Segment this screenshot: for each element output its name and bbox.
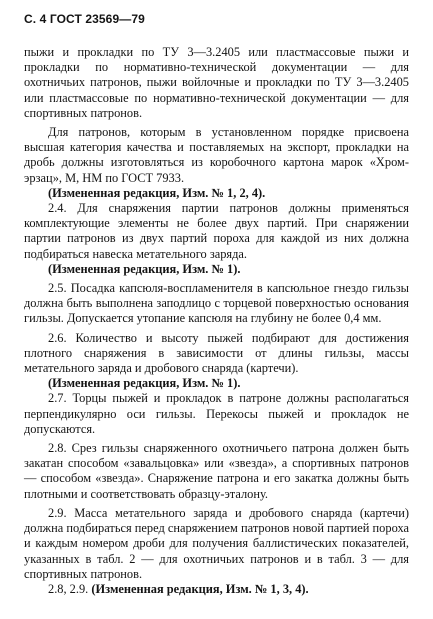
- document-body: [24, 45, 409, 597]
- paragraph-2-7: 2.7. Торцы пыжей и прокладок в патроне должны располагаться перпендикулярно оси гильзы. Перекосы пыжей и прокладок не допускаются.: [24, 391, 409, 436]
- document-page: [24, 0, 409, 619]
- paragraph-2-6: 2.6. Количество и высоту пыжей подбирают для достижения плотного снаряжения в зависимости от длины гильзы, массы метательного заряда и дробового снаряда (картечи).: [24, 330, 409, 376]
- amendment-note: (Измененная редакция, Изм. № 1).: [48, 261, 241, 276]
- final-note-bold: (Измененная редакция, Изм. № 1, 3, 4).: [91, 581, 309, 596]
- amendment-note: (Измененная редакция, Изм. № 1, 2, 4).: [48, 185, 266, 200]
- page-header: С. 4 ГОСТ 23569—79: [24, 12, 145, 26]
- paragraph-2-9: 2.9. Масса метательного заряда и дробового снаряда (картечи) должна подбираться перед снаряжением патронов новой партией пороха и каждым номером дроби для получения баллистических показателей, указанных в табл. 2 — для охотничьих патронов и в табл. 3 — для спортивных патронов.: [24, 505, 409, 581]
- paragraph-2-5: 2.5. Посадка капсюля-воспламенителя в капсюльное гнездо гильзы должна быть выполнена заподлицо с торцевой поверхностью основания гильзы. Допускается утопание капсюля на глубину не более 0,4 мм.: [24, 281, 409, 326]
- final-note-prefix: 2.8, 2.9.: [48, 581, 92, 596]
- amendment-note: (Измененная редакция, Изм. № 1).: [48, 376, 241, 391]
- final-amendment-note: [24, 582, 409, 597]
- paragraph-quality-category: Для патронов, которым в установленном порядке присвоена высшая категория качества и поставляемых на экспорт, прокладки на дробь должны изготовляться из коробочного картона марок «Хром-эрзац», М, НМ по ГОСТ 7933.: [24, 125, 409, 185]
- paragraph-2-8: 2.8. Срез гильзы снаряженного охотничьего патрона должен быть закатан способом «завальцовка» или «звезда», а спортивных патронов — способом «звезда». Снаряжение патрона и его закатка должны быть плотными и соответствовать образцу-эталону.: [24, 441, 409, 501]
- paragraph-continuation: пыжи и прокладки по ТУ 3—3.2405 или пластмассовые пыжи и прокладки по нормативно-технической документации — для охотничьих патронов, пыжи войлочные и прокладки по ТУ 3—3.2405 или пластмассовые по нормативно-технической документации — для спортивных патронов.: [24, 45, 409, 120]
- paragraph-2-4: 2.4. Для снаряжения партии патронов должны применяться комплектующие элементы не более двух партий. При снаряжении партии патронов из двух партий пороха для каждой из них должна подбираться навеска метательного заряда.: [24, 201, 409, 261]
